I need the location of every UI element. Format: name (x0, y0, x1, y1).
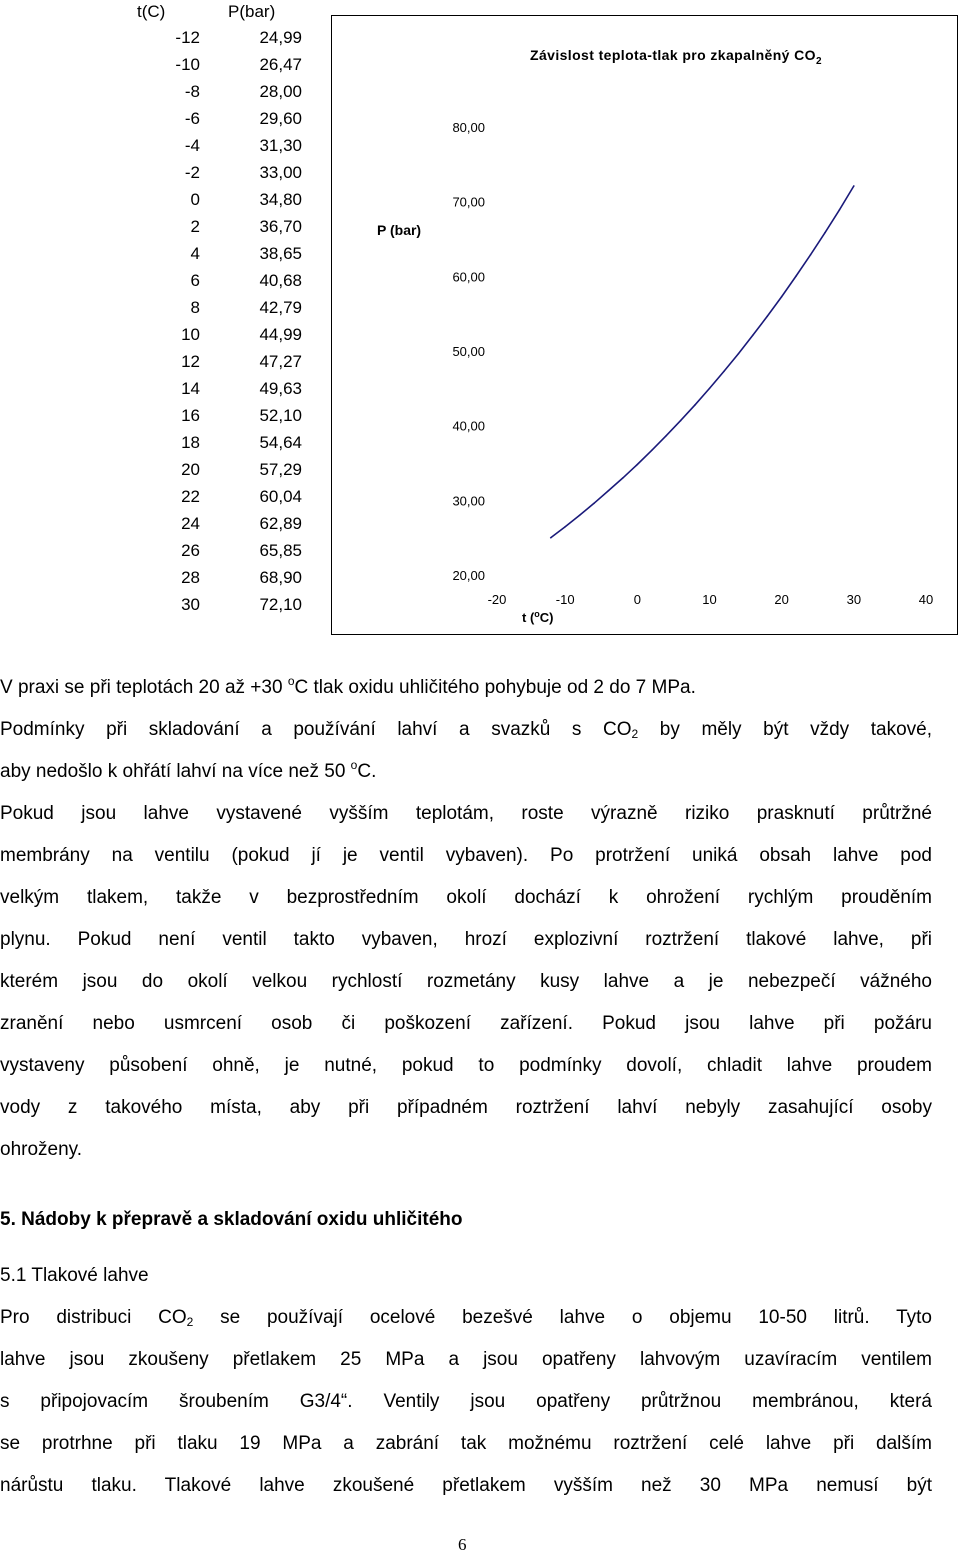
x-tick-label: 30 (846, 592, 862, 607)
table-cell-pressure: 47,27 (259, 352, 302, 371)
table-cell-pressure: 65,85 (259, 541, 302, 560)
table-cell-pressure: 60,04 (259, 487, 302, 506)
y-tick-label: 40,00 (452, 418, 485, 434)
data-point (665, 435, 667, 437)
table-cell-temperature: 18 (181, 433, 200, 452)
table-row (120, 213, 320, 240)
table-cell-temperature: 30 (181, 595, 200, 614)
x-tick-label: 0 (633, 592, 641, 607)
table-row (120, 159, 320, 186)
table-cell-pressure: 38,65 (259, 244, 302, 263)
table-cell-pressure: 36,70 (259, 217, 302, 236)
data-point (795, 275, 797, 277)
x-tick-label: 20 (774, 592, 789, 607)
table-cell-temperature: 6 (190, 271, 200, 290)
data-point (824, 232, 826, 234)
table-row (120, 564, 320, 591)
data-point (579, 514, 581, 516)
data-point (622, 477, 624, 479)
table-row (120, 321, 320, 348)
data-point (564, 526, 566, 528)
paragraph-3-line-6: zranění nebo usmrcení osob či poškození zařízení. Pokud jsou lahve při požáru (0, 1013, 932, 1034)
data-point (637, 464, 639, 466)
table-cell-temperature: 16 (181, 406, 200, 425)
table-cell-temperature: -8 (184, 82, 200, 101)
table-header-temperature: t(C) (137, 2, 166, 21)
table-row (120, 186, 320, 213)
table-cell-pressure: 24,99 (259, 28, 302, 47)
data-point (752, 335, 754, 337)
data-point (738, 353, 740, 355)
table-cell-temperature: 4 (190, 244, 200, 263)
table-row (120, 267, 320, 294)
table-cell-temperature: 12 (181, 352, 200, 371)
y-tick-label: 70,00 (452, 194, 485, 210)
table-cell-pressure: 49,63 (259, 379, 302, 398)
table-cell-pressure: 52,10 (259, 406, 302, 425)
table-row (120, 78, 320, 105)
table-cell-temperature: 20 (181, 460, 200, 479)
data-point (709, 388, 711, 390)
table-row (120, 294, 320, 321)
y-axis-label: P (bar) (377, 222, 422, 238)
table-row (120, 402, 320, 429)
paragraph-3-line-9: ohroženy. (0, 1139, 83, 1160)
data-point (694, 404, 696, 406)
table-cell-pressure: 33,00 (259, 163, 302, 182)
chart-title: Závislost teplota-tlak pro zkapalněný $CO_2$ (530, 47, 822, 67)
y-tick-label: 20,00 (452, 568, 485, 583)
paragraph-3-line-2: membrány na ventilu (pokud jí je ventil vybaven). Po protržení uniká obsah lahve pod (0, 845, 932, 866)
table-cell-pressure: 26,47 (259, 55, 302, 74)
table-cell-temperature: -12 (175, 28, 200, 47)
paragraph-4-line-3: s připojovacím šroubením G3/4“. Ventily jsou opatřeny průtržnou membránou, která (0, 1391, 932, 1412)
data-point (608, 490, 610, 492)
table-row (120, 510, 320, 537)
data-point (651, 450, 653, 452)
paragraph-3-line-7: vystaveny působení ohně, je nutné, pokud to podmínky dovolí, chladit lahve proudem (0, 1055, 932, 1076)
table-row (120, 348, 320, 375)
table-cell-pressure: 57,29 (259, 460, 302, 479)
x-tick-label: -20 (487, 592, 507, 607)
table-cell-temperature: 0 (190, 190, 200, 209)
paragraph-2-line-2: aby nedošlo k ohřátí lahví na více než 50 $^o$C. (0, 758, 377, 782)
table-cell-temperature: 28 (181, 568, 200, 587)
table-row (120, 240, 320, 267)
table-row (120, 456, 320, 483)
table-cell-temperature: -6 (184, 109, 200, 128)
paragraph-4-line-5: nárůstu tlaku. Tlakové lahve zkoušené přetlakem vyšším než 30 MPa nemusí být (0, 1475, 932, 1496)
table-row (120, 24, 320, 51)
paragraph-1-line-1: V praxi se při teplotách 20 až +30 $^o$C tlak oxidu uhličitého pohybuje od 2 do 7 MPa. (0, 674, 696, 698)
page-number: 6 (458, 1535, 467, 1554)
table-cell-temperature: 10 (181, 325, 200, 344)
table-row (120, 375, 320, 402)
x-tick-label: 40 (918, 592, 934, 607)
paragraph-3-line-4: plynu. Pokud není ventil takto vybaven, hrozí explozivní roztržení tlakové lahve, při (0, 929, 932, 950)
section-heading-5: 5. Nádoby k přepravě a skladování oxidu uhličitého (0, 1209, 463, 1230)
table-cell-pressure: 72,10 (259, 595, 302, 614)
x-axis-label: t ($^o$C) (522, 609, 554, 625)
data-point (810, 254, 812, 256)
chart-frame (331, 15, 958, 635)
table-cell-pressure: 42,79 (259, 298, 302, 317)
paragraph-3-line-8: vody z takového místa, aby při případném roztržení lahví nebyly zasahující osoby (0, 1097, 932, 1118)
table-cell-pressure: 29,60 (259, 109, 302, 128)
table-row (120, 105, 320, 132)
paragraph-4-line-4: se protrhne při tlaku 19 MPa a zabrání tak možnému roztržení celé lahve při dalším (0, 1433, 932, 1454)
data-point (680, 420, 682, 422)
data-point (766, 316, 768, 318)
table-cell-pressure: 40,68 (259, 271, 302, 290)
y-tick-label: 50,00 (452, 344, 485, 359)
data-point (839, 209, 841, 211)
table-row (120, 537, 320, 564)
table-header-pressure: P(bar) (228, 2, 276, 21)
paragraph-3-line-1: Pokud jsou lahve vystavené vyšším teplotám, roste výrazně riziko prasknutí průtržné (0, 803, 932, 824)
table-cell-pressure: 31,30 (259, 136, 302, 155)
table-cell-pressure: 62,89 (259, 514, 302, 533)
table-cell-pressure: 28,00 (259, 82, 302, 101)
x-tick-label: -10 (555, 592, 575, 607)
table-cell-pressure: 68,90 (259, 568, 302, 587)
table-cell-temperature: -10 (175, 55, 200, 74)
table-cell-pressure: 34,80 (259, 190, 302, 209)
data-point (593, 503, 595, 505)
data-point (853, 185, 855, 187)
paragraph-4-line-2: lahve jsou zkoušeny přetlakem 25 MPa a jsou opatřeny lahvovým uzavíracím ventilem (0, 1349, 932, 1370)
table-row (120, 483, 320, 510)
paragraph-4-line-1: Pro distribuci $CO_2$ se používají ocelové bezešvé lahve o objemu 10-50 litrů. Tyto (0, 1307, 932, 1329)
table-cell-temperature: 22 (181, 487, 200, 506)
table-cell-temperature: 2 (190, 217, 200, 236)
subsection-heading-5-1: 5.1 Tlakové lahve (0, 1265, 149, 1286)
y-tick-label: 80,00 (452, 120, 485, 135)
pressure-temperature-chart (332, 16, 957, 634)
table-cell-temperature: -4 (184, 136, 200, 155)
table-row (120, 51, 320, 78)
table-cell-temperature: 14 (181, 379, 200, 398)
y-tick-label: 60,00 (452, 269, 485, 285)
paragraph-3-line-5: kterém jsou do okolí velkou rychlostí rozmetány kusy lahve a je nebezpečí vážného (0, 971, 932, 992)
table-cell-temperature: 8 (190, 298, 200, 317)
data-point (723, 371, 725, 373)
x-tick-label: 10 (702, 592, 717, 607)
data-point (550, 537, 552, 539)
table-cell-temperature: -2 (184, 163, 200, 182)
paragraph-2-line-1: Podmínky při skladování a používání lahví a svazků s $CO_2$ by měly být vždy takové, (0, 719, 932, 741)
table-cell-temperature: 26 (181, 541, 200, 560)
table-cell-pressure: 44,99 (259, 325, 302, 344)
table-row (120, 429, 320, 456)
data-point (781, 296, 783, 298)
table-cell-temperature: 24 (181, 514, 200, 533)
table-row (120, 132, 320, 159)
paragraph-3-line-3: velkým tlakem, takže v bezprostředním okolí dochází k ohrožení rychlým prouděním (0, 887, 932, 908)
table-cell-pressure: 54,64 (259, 433, 302, 452)
y-tick-label: 30,00 (452, 493, 485, 509)
series-line (551, 186, 854, 538)
table-row (120, 591, 320, 618)
